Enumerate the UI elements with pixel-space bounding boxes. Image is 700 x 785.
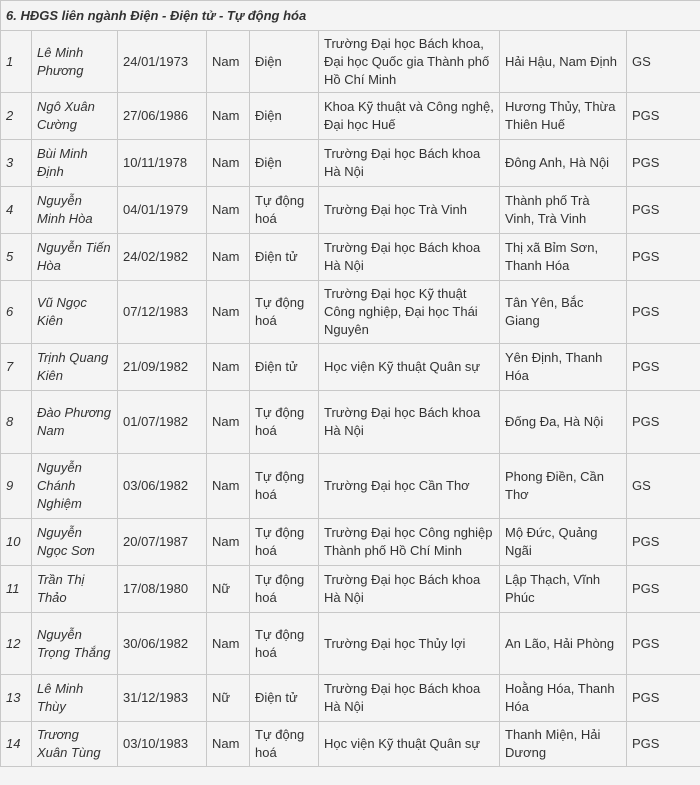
hometown: Thị xã Bỉm Sơn, Thanh Hóa (500, 234, 627, 281)
title-rank: PGS (627, 140, 700, 187)
field-of-study: Tự động hoá (250, 519, 319, 566)
table-row (1, 566, 700, 613)
hometown: Phong Điền, Cần Thơ (500, 454, 627, 519)
person-name: Vũ Ngọc Kiên (32, 281, 118, 344)
hometown: Thanh Miện, Hải Dương (500, 722, 627, 767)
birth-date: 03/06/1982 (118, 454, 207, 519)
title-rank: GS (627, 31, 700, 93)
birth-date: 20/07/1987 (118, 519, 207, 566)
institution: Trường Đại học Kỹ thuật Công nghiệp, Đại học Thái Nguyên (319, 281, 500, 344)
table-row (1, 675, 700, 722)
birth-date: 10/11/1978 (118, 140, 207, 187)
title-rank: PGS (627, 93, 700, 140)
gender: Nam (207, 391, 250, 454)
row-number: 3 (1, 140, 32, 187)
gender: Nữ (207, 566, 250, 613)
title-rank: PGS (627, 187, 700, 234)
institution: Trường Đại học Bách khoa Hà Nội (319, 391, 500, 454)
hometown: Đống Đa, Hà Nội (500, 391, 627, 454)
birth-date: 07/12/1983 (118, 281, 207, 344)
gender: Nam (207, 454, 250, 519)
gender: Nam (207, 234, 250, 281)
institution: Trường Đại học Bách khoa Hà Nội (319, 234, 500, 281)
field-of-study: Điện tử (250, 675, 319, 722)
table-row (1, 722, 700, 767)
institution: Học viện Kỹ thuật Quân sự (319, 722, 500, 767)
person-name: Nguyễn Chánh Nghiệm (32, 454, 118, 519)
gender: Nữ (207, 675, 250, 722)
hometown: Yên Định, Thanh Hóa (500, 344, 627, 391)
field-of-study: Điện (250, 31, 319, 93)
table-row (1, 187, 700, 234)
hometown: Lập Thạch, Vĩnh Phúc (500, 566, 627, 613)
title-rank: PGS (627, 722, 700, 767)
institution: Trường Đại học Bách khoa, Đại học Quốc gia Thành phố Hồ Chí Minh (319, 31, 500, 93)
birth-date: 30/06/1982 (118, 613, 207, 675)
birth-date: 24/01/1973 (118, 31, 207, 93)
hometown: Tân Yên, Bắc Giang (500, 281, 627, 344)
gender: Nam (207, 519, 250, 566)
institution: Trường Đại học Bách khoa Hà Nội (319, 675, 500, 722)
field-of-study: Tự động hoá (250, 281, 319, 344)
birth-date: 27/06/1986 (118, 93, 207, 140)
hometown: Mộ Đức, Quảng Ngãi (500, 519, 627, 566)
row-number: 11 (1, 566, 32, 613)
row-number: 9 (1, 454, 32, 519)
institution: Trường Đại học Thủy lợi (319, 613, 500, 675)
row-number: 7 (1, 344, 32, 391)
title-rank: PGS (627, 391, 700, 454)
person-name: Nguyễn Tiến Hòa (32, 234, 118, 281)
birth-date: 03/10/1983 (118, 722, 207, 767)
title-rank: PGS (627, 613, 700, 675)
institution: Trường Đại học Bách khoa Hà Nội (319, 140, 500, 187)
institution: Trường Đại học Cần Thơ (319, 454, 500, 519)
person-name: Nguyễn Trọng Thắng (32, 613, 118, 675)
row-number: 5 (1, 234, 32, 281)
row-number: 6 (1, 281, 32, 344)
institution: Trường Đại học Bách khoa Hà Nội (319, 566, 500, 613)
person-name: Nguyễn Ngọc Sơn (32, 519, 118, 566)
field-of-study: Tự động hoá (250, 613, 319, 675)
section-title-row (1, 1, 700, 31)
table-row (1, 93, 700, 140)
institution: Trường Đại học Trà Vinh (319, 187, 500, 234)
institution: Khoa Kỹ thuật và Công nghệ, Đại học Huế (319, 93, 500, 140)
gender: Nam (207, 187, 250, 234)
field-of-study: Điện (250, 140, 319, 187)
hometown: An Lão, Hải Phòng (500, 613, 627, 675)
person-name: Bùi Minh Định (32, 140, 118, 187)
table-row (1, 31, 700, 93)
person-name: Nguyễn Minh Hòa (32, 187, 118, 234)
person-name: Lê Minh Phương (32, 31, 118, 93)
field-of-study: Điện (250, 93, 319, 140)
table-row (1, 519, 700, 566)
table-row (1, 234, 700, 281)
field-of-study: Tự động hoá (250, 566, 319, 613)
birth-date: 21/09/1982 (118, 344, 207, 391)
row-number: 14 (1, 722, 32, 767)
row-number: 2 (1, 93, 32, 140)
birth-date: 24/02/1982 (118, 234, 207, 281)
hometown: Hoằng Hóa, Thanh Hóa (500, 675, 627, 722)
field-of-study: Tự động hoá (250, 187, 319, 234)
gender: Nam (207, 344, 250, 391)
gender: Nam (207, 93, 250, 140)
field-of-study: Tự động hoá (250, 454, 319, 519)
gender: Nam (207, 281, 250, 344)
birth-date: 17/08/1980 (118, 566, 207, 613)
field-of-study: Điện tử (250, 234, 319, 281)
hometown: Hương Thủy, Thừa Thiên Huế (500, 93, 627, 140)
person-name: Ngô Xuân Cường (32, 93, 118, 140)
field-of-study: Điện tử (250, 344, 319, 391)
table-row (1, 613, 700, 675)
field-of-study: Tự động hoá (250, 722, 319, 767)
birth-date: 01/07/1982 (118, 391, 207, 454)
title-rank: PGS (627, 566, 700, 613)
person-name: Trương Xuân Tùng (32, 722, 118, 767)
title-rank: PGS (627, 281, 700, 344)
table-row (1, 140, 700, 187)
title-rank: PGS (627, 344, 700, 391)
title-rank: GS (627, 454, 700, 519)
gender: Nam (207, 613, 250, 675)
table-row (1, 344, 700, 391)
person-name: Trần Thị Thảo (32, 566, 118, 613)
row-number: 10 (1, 519, 32, 566)
institution: Học viện Kỹ thuật Quân sự (319, 344, 500, 391)
table-row (1, 281, 700, 344)
birth-date: 04/01/1979 (118, 187, 207, 234)
row-number: 13 (1, 675, 32, 722)
gender: Nam (207, 31, 250, 93)
table-row (1, 454, 700, 519)
title-rank: PGS (627, 519, 700, 566)
section-title: 6. HĐGS liên ngành Điện - Điện tử - Tự động hóa (1, 1, 700, 31)
title-rank: PGS (627, 675, 700, 722)
gender: Nam (207, 140, 250, 187)
birth-date: 31/12/1983 (118, 675, 207, 722)
row-number: 4 (1, 187, 32, 234)
hometown: Hải Hậu, Nam Định (500, 31, 627, 93)
person-name: Trịnh Quang Kiên (32, 344, 118, 391)
institution: Trường Đại học Công nghiệp Thành phố Hồ Chí Minh (319, 519, 500, 566)
row-number: 1 (1, 31, 32, 93)
row-number: 12 (1, 613, 32, 675)
person-name: Đào Phương Nam (32, 391, 118, 454)
person-name: Lê Minh Thùy (32, 675, 118, 722)
hometown: Thành phố Trà Vinh, Trà Vinh (500, 187, 627, 234)
row-number: 8 (1, 391, 32, 454)
gender: Nam (207, 722, 250, 767)
field-of-study: Tự động hoá (250, 391, 319, 454)
hometown: Đông Anh, Hà Nội (500, 140, 627, 187)
title-rank: PGS (627, 234, 700, 281)
table-row (1, 391, 700, 454)
